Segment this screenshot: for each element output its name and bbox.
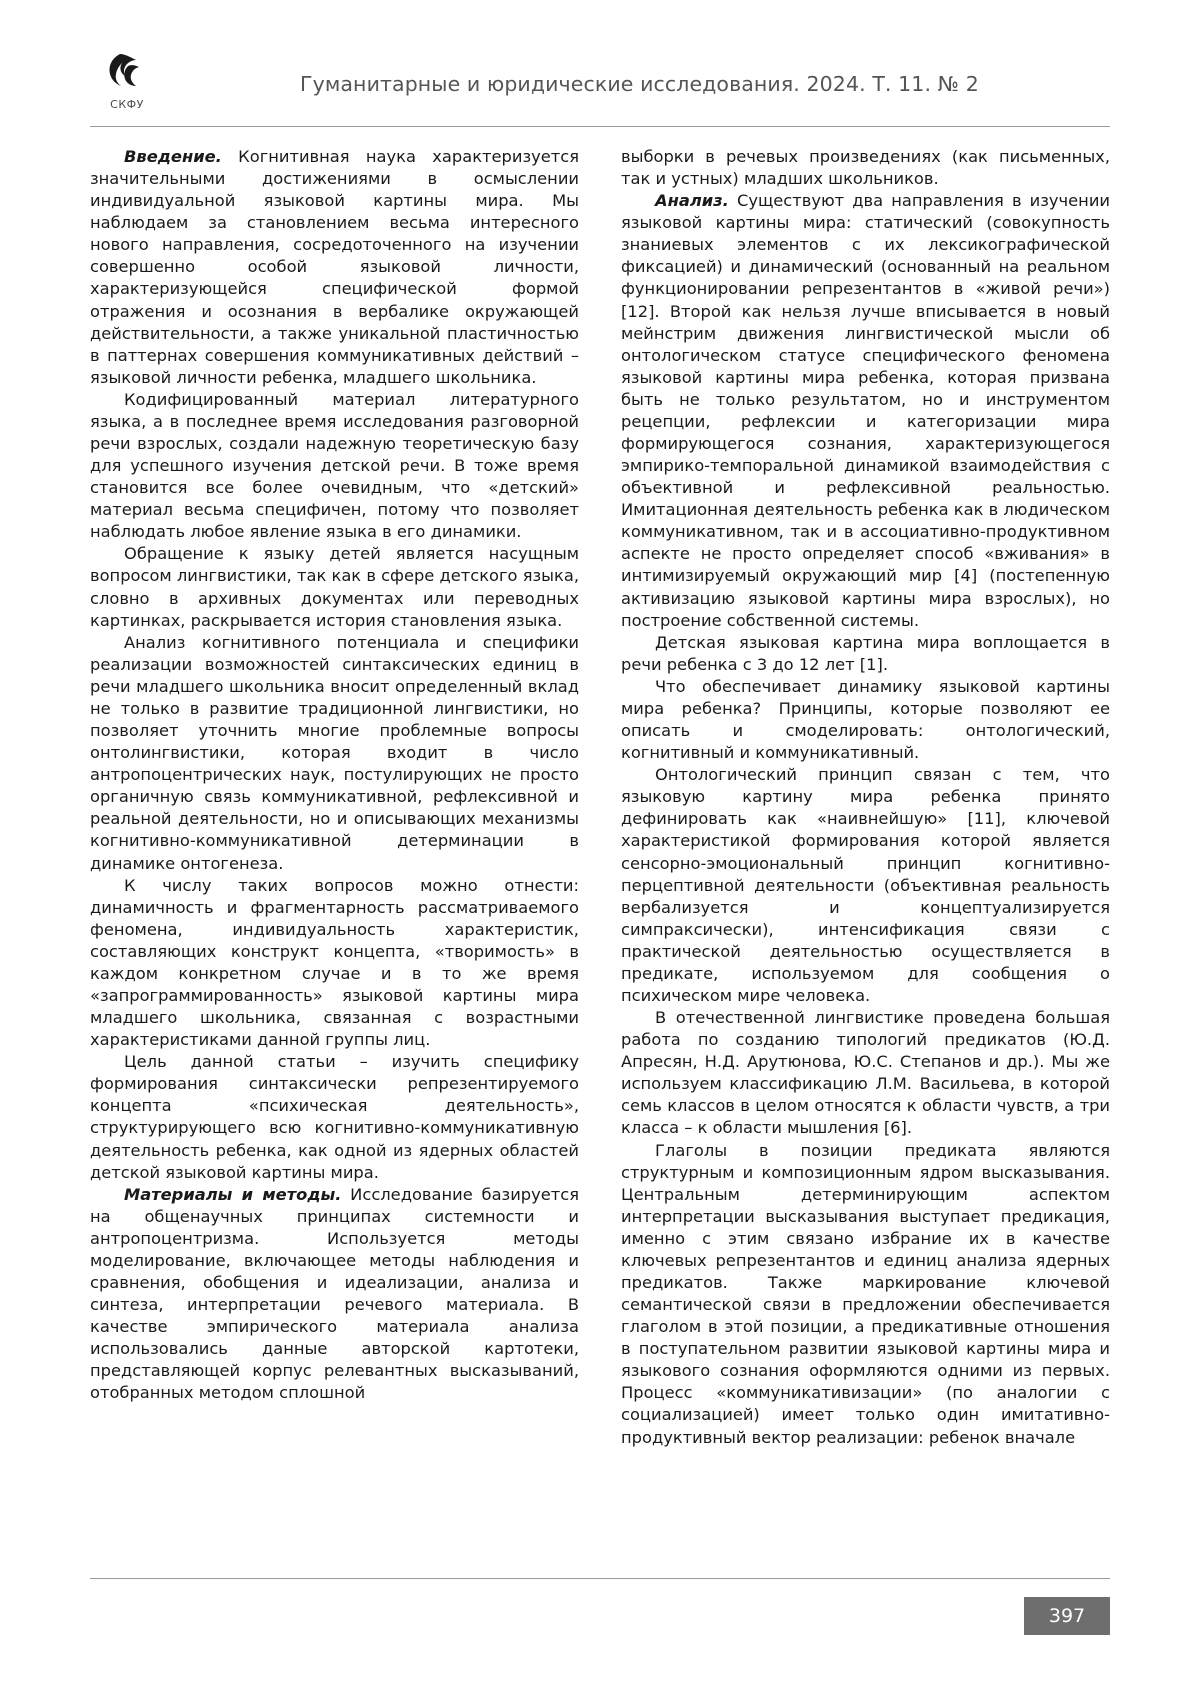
right-column-paragraph: Онтологический принцип связан с тем, что языковую картину мира ребенка принято дефинировать как «наивнейшую» [11], ключевой характеристикой формирования которой является сенсорно-эмоциональный принцип когнитивно-перцептивной деятельности (объективная реальность вербализуется и концептуализируется симпраксически), интенсификация связи с практической деятельностью осуществляется в предикате, используемом для сообщения о психическом мире человека. [621,765,1110,1005]
left-column-paragraph: Материалы и методы. Исследование базируется на общенаучных принципах системности и антропоцентризма. Используется методы моделирование, включающее методы наблюдения и сравнения, обобщения и идеализации, анализа и синтеза, интерпретации речевого материала. В качестве эмпирического материала анализа использовались данные авторской картотеки, представляющей корпус релевантных высказываний, отобранных методом сплошной [90,1184,579,1403]
section-runin-heading: Анализ. [655,191,729,211]
left-text-column [90,146,579,1546]
section-runin-heading: Материалы и методы. [124,1184,342,1204]
left-column-paragraph: Цель данной статьи – изучить специфику формирования синтаксически репрезентируемого концепта «психическая деятельность», структурирующего всю когнитивно-коммуникативную деятельность ребенка, как одной из ядерных областей детской языковой картины мира. [90,1052,579,1182]
page-number-badge: 397 [1024,1597,1110,1635]
right-column-paragraph: Анализ. Существуют два направления в изучении языковой картины мира: статический (совокупность знаниевых элементов с их лексикографической фиксацией) и динамический (основанный на реальном функционировании репрезентантов в «живой речи») [12]. Второй как нельзя лучше вписывается в новый мейнстрим движения лингвистической мысли об онтологическом статусе специфического феномена языковой картины мира ребенка, которая призвана быть не только результатом, но и инструментом рецепции, рефлексии и категоризации мира формирующегося сознания, характеризующегося эмпирико-темпоральной динамикой взаимодействия с объективной и рефлексивной реальностью. Имитационная деятельность ребенка как в людическом коммуникативном, так и в ассоциативно-продуктивном аспекте не просто определяет способ «вживания» в интимизируемый окружающий мир [4] (постепенную активизацию языковой картины мира взрослых), но построение собственной системы. [621,191,1110,630]
left-column-paragraph: К числу таких вопросов можно отнести: динамичность и фрагментарность рассматриваемого феномена, индивидуальность характеристик, составляющих конструкт концепта, «творимость» в каждом конкретном случае и в то же время «запрограммированность» языковой картины мира младшего школьника, связанная с возрастными характеристиками данной группы лиц. [90,875,579,1050]
header-divider [90,126,1110,127]
page-header [90,52,1110,122]
right-column-paragraph: Что обеспечивает динамику языковой картины мира ребенка? Принципы, которые позволяют ее описать и смоделировать: онтологический, когнитивный и коммуникативный. [621,676,1110,763]
left-column-paragraph: Обращение к языку детей является насущным вопросом лингвистики, так как в сфере детского языка, словно в архивных документах или переводных картинках, раскрывается история становления языка. [90,544,579,630]
right-column-paragraph: Глаголы в позиции предиката являются структурным и композиционным ядром высказывания. Центральным детерминирующим аспектом интерпретации высказывания выступает предикация, именно с этим связано избрание их в качестве ключевых репрезентантов и единиц анализа ядерных предикатов. Также маркирование ключевой семантической связи в предложении обеспечивается глаголом в этой позиции, а предикативные отношения в поступательном развитии языковой картины мира и языкового сознания оформляются одними из первых. Процесс «коммуникативизации» (по аналогии с социализацией) имеет только один имитативно-продуктивный вектор реализации: ребенок вначале [621,1140,1110,1447]
article-body [90,146,1110,1546]
right-column-paragraph: выборки в речевых произведениях (как письменных, так и устных) младших школьников. [621,147,1110,189]
right-column-paragraph: Детская языковая картина мира воплощается в речи ребенка с 3 до 12 лет [1]. [621,632,1110,674]
left-column-paragraph: Введение. Когнитивная наука характеризуется значительными достижениями в осмыслении индивидуальной языковой картины мира. Мы наблюдаем за становлением весьма интересного нового направления, сосредоточенного на изучении совершенно особой языковой личности, характеризующейся специфической формой отражения и осознания в вербалике окружающей действительности, а также уникальной пластичностью в паттернах совершения коммуникативных действий – языковой личности ребенка, младшего школьника. [90,147,579,387]
journal-issue-line: Гуманитарные и юридические исследования. 2024. Т. 11. № 2 [300,72,979,96]
right-text-column [621,146,1110,1546]
left-column-paragraph: Анализ когнитивного потенциала и специфики реализации возможностей синтаксических единиц в речи младшего школьника вносит определенный вклад не только в развитие традиционной лингвистики, но позволяет уточнить многие проблемные вопросы онтолингвистики, которая входит в число антропоцентрических наук, постулирующих не просто органичную связь коммуникативной, рефлексивной и реальной деятельности, но и описывающих механизмы когнитивно-коммуникативной детерминации в динамике онтогенеза. [90,632,579,873]
skfu-logo-icon [90,52,164,114]
section-runin-heading: Введение. [124,147,222,166]
footer-divider [90,1578,1110,1579]
skfu-logo-caption: СКФУ [110,98,144,111]
right-column-paragraph: В отечественной лингвистике проведена большая работа по созданию типологий предикатов (Ю.Д. Апресян, Н.Д. Арутюнова, Ю.С. Степанов и др.). Мы же используем классификацию Л.М. Васильева, в которой семь классов в целом относятся к области чувств, а три класса – к области мышления [6]. [621,1008,1110,1138]
left-column-paragraph: Кодифицированный материал литературного языка, а в последнее время исследования разговорной речи взрослых, создали надежную теоретическую базу для успешного изучения детской речи. В тоже время становится все более очевидным, что «детский» материал весьма специфичен, потому что позволяет наблюдать любое явление языка в его динамики. [90,389,579,542]
